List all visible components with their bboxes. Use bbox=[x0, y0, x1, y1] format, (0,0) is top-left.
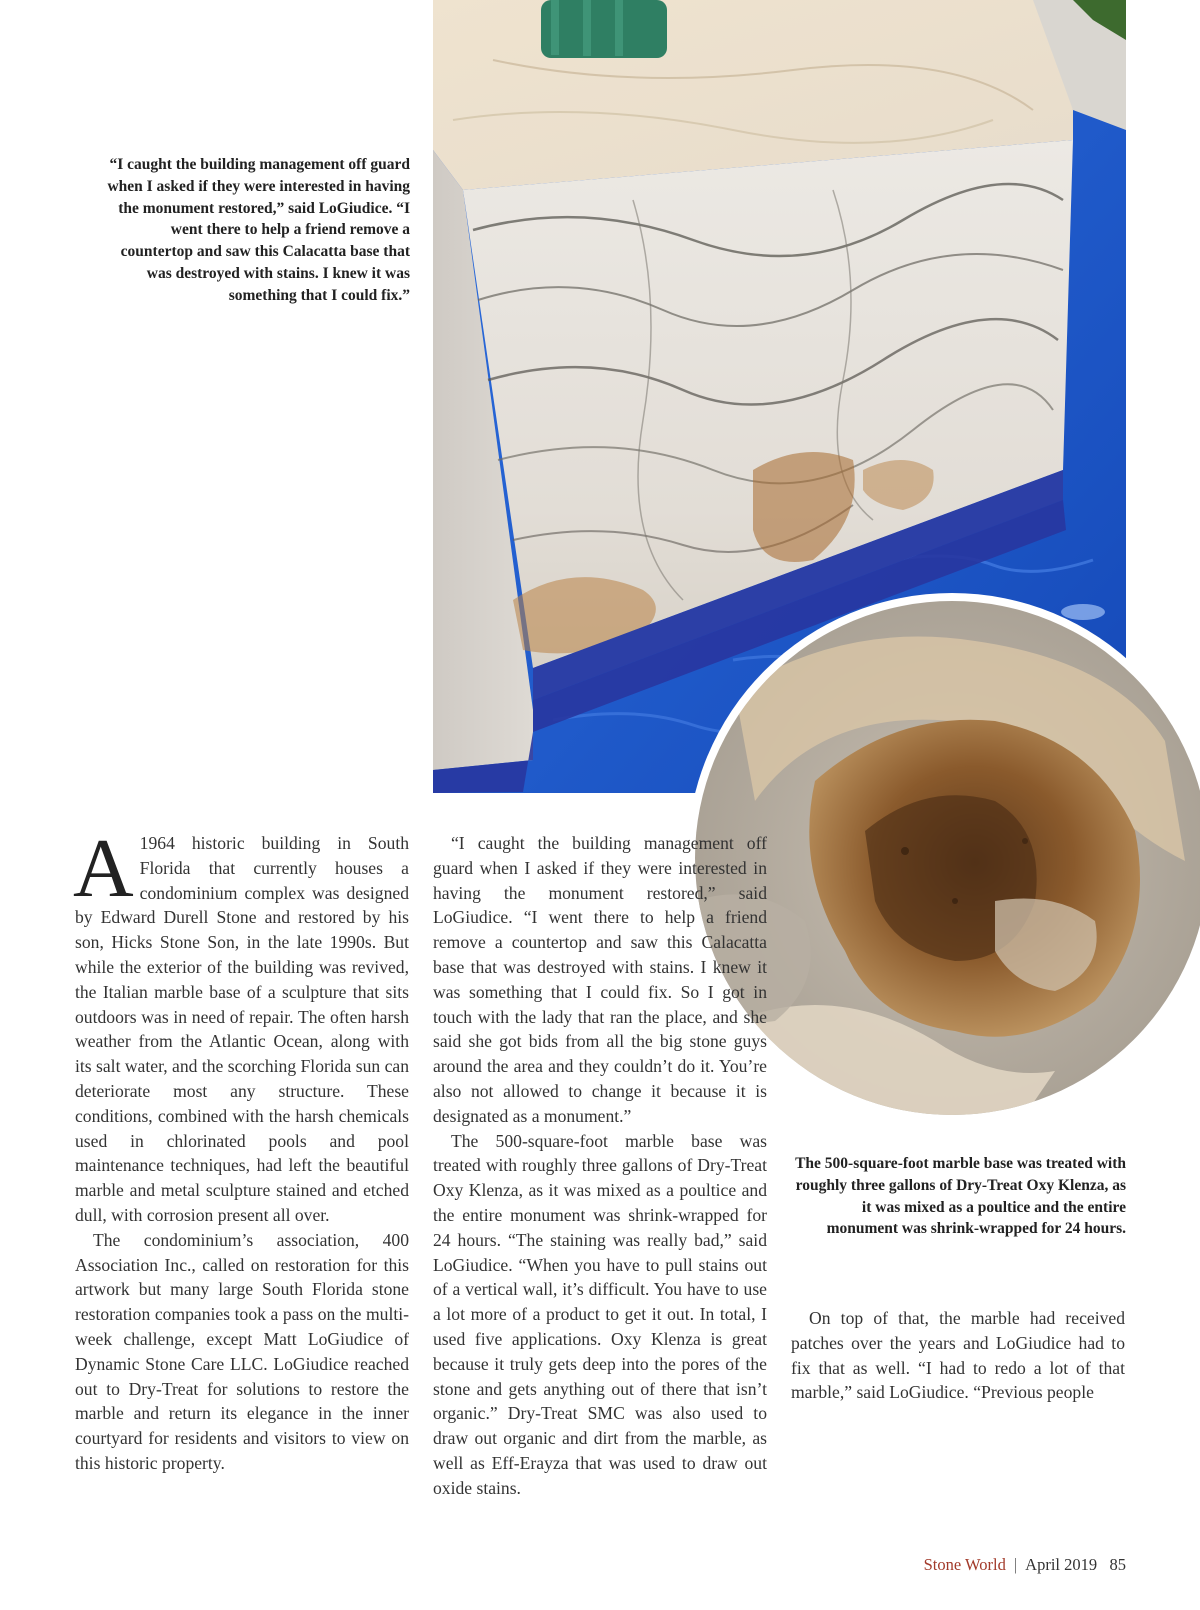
pull-quote: “I caught the building management off guard when I asked if they were interested in having the monument restored,” said LoGiudice. “I went there to help a friend remove a countertop and saw this Calacatta base that was destroyed with stains. I knew it was something that I could fix.” bbox=[107, 156, 410, 304]
article-paragraph: The 500-square-foot marble base was treated with roughly three gallons of Dry-Treat Oxy Klenza, as it was mixed as a poultice and the entire monument was shrink-wrapped for 24 hours. “The staining was really bad,” said LoGiudice. “When you have to pull stains out of a vertical wall, it’s difficult. You have to use a lot more of a product to get it out. In total, I used five applications. Oxy Klenza is great because it truly gets deep into the pores of the stone and gets anything out of there that isn’t organic.” Dry-Treat SMC was also used to draw out organic and dirt from the marble, as well as Eff-Erayza that was used to draw out oxide stains. bbox=[433, 1130, 767, 1498]
page-folio bbox=[924, 1555, 1126, 1575]
folio-separator: | bbox=[1013, 1555, 1018, 1574]
article-column-3 bbox=[791, 1306, 1125, 1405]
photo-caption: The 500-square-foot marble base was treated with roughly three gallons of Dry-Treat Oxy Klenza, as it was mixed as a poultice and the entire monument was shrink-wrapped for 24 hours. bbox=[795, 1155, 1126, 1238]
page-number: 85 bbox=[1109, 1555, 1126, 1574]
issue-date: April 2019 bbox=[1025, 1555, 1098, 1574]
article-paragraph: The condominium’s association, 400 Association Inc., called on restoration for this artwork but many large South Florida stone restoration companies took a pass on the multi-week challenge, except Matt LoGiudice of Dynamic Stone Care LLC. LoGiudice reached out to Dry-Treat for solutions to restore the marble and return its elegance in the inner courtyard for residents and visitors to view on this historic property. bbox=[75, 1229, 409, 1473]
article-paragraph: On top of that, the marble had received patches over the years and LoGiudice had to fix that as well. “I had to redo a lot of that marble,” said LoGiudice. “Previous people bbox=[791, 1308, 1125, 1403]
magazine-name: Stone World bbox=[923, 1555, 1006, 1574]
stain-closeup-photo bbox=[695, 601, 1200, 1115]
article-column-1 bbox=[73, 822, 409, 1476]
article-paragraph: “I caught the building management off guard when I asked if they were interested in having the monument restored,” said LoGiudice. “I went there to help a friend remove a countertop and saw this Calacatta base that was destroyed with stains. I knew it was something that I could fix. So I got in touch with the lady that ran the place, and she said she got bids from all the big stone guys around the area and they couldn’t do it. You’re also not allowed to change it because it is designated as a monument.” bbox=[433, 833, 767, 1126]
article-text: 1964 historic building in South Florida that currently houses a condominium complex was designed by Edward Durell Stone and restored by his son, Hicks Stone Son, in the late 1990s. But while the exterior of the building was revived, the Italian marble base of a sculpture that sits outdoors was in need of repair. The often harsh weather from the Atlantic Ocean, along with its salt water, and the scorching Florida sun can deteriorate most any structure. These conditions, combined with the harsh chemicals used in chlorinated pools and pool maintenance techniques, had left the beautiful marble and metal sculpture stained and etched dull, with corrosion present all over. bbox=[75, 833, 409, 1225]
article-column-2 bbox=[433, 831, 767, 1501]
article-paragraph bbox=[73, 822, 409, 1228]
drop-cap: A bbox=[73, 822, 134, 915]
